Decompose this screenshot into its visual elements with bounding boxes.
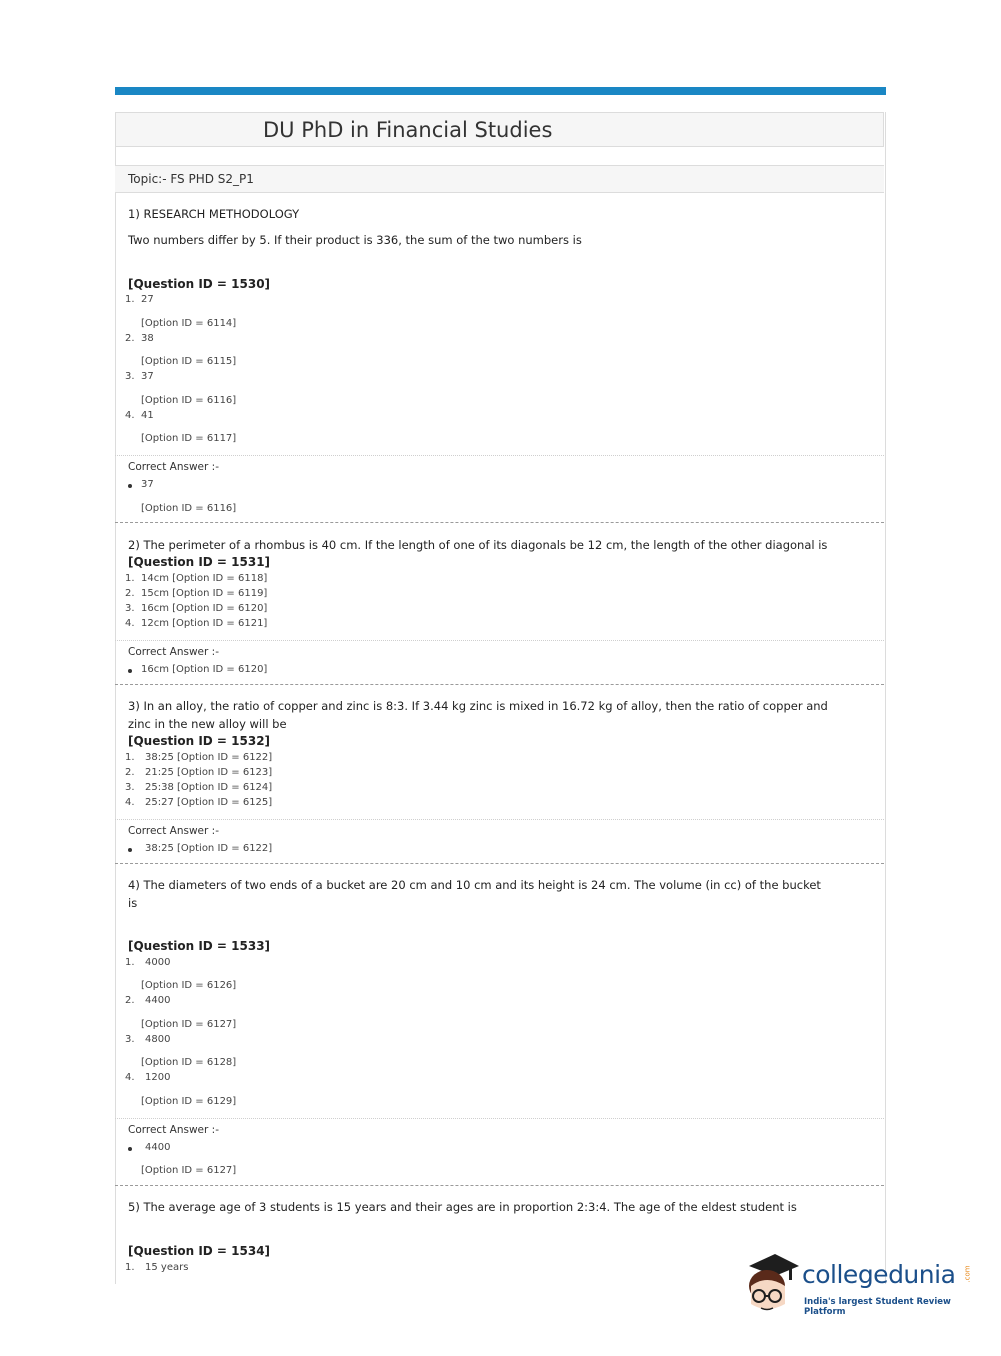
q4-option-3-value: 4800 <box>145 1034 171 1045</box>
collegedunia-logo <box>745 1252 970 1316</box>
q2-correct-answer-label: Correct Answer :- <box>128 646 219 658</box>
q4-question-text-line1: 4) The diameters of two ends of a bucket are 20 cm and 10 cm and its height is 24 cm. The volume (in cc) of the bucket <box>128 878 821 892</box>
q4-option-3-id: [Option ID = 6128] <box>141 1057 237 1068</box>
top-accent-bar <box>115 87 886 95</box>
q1-option-4-number: 4. <box>125 410 135 421</box>
q1-option-1-number: 1. <box>125 294 135 305</box>
q1-option-4-id: [Option ID = 6117] <box>141 433 237 444</box>
q1-question-text: Two numbers differ by 5. If their product is 336, the sum of the two numbers is <box>128 233 582 247</box>
q1-section-heading: 1) RESEARCH METHODOLOGY <box>128 207 300 221</box>
q3-correct-answer-label: Correct Answer :- <box>128 825 219 837</box>
q4-correct-answer-label: Correct Answer :- <box>128 1124 219 1136</box>
divider <box>115 819 884 820</box>
q1-option-1-value: 27 <box>141 294 154 305</box>
q2-question-id: [Question ID = 1531] <box>128 555 271 569</box>
q1-option-3-value: 37 <box>141 371 154 382</box>
q1-option-1-id: [Option ID = 6114] <box>141 318 237 329</box>
q2-option-2-number: 2. <box>125 588 135 599</box>
q1-option-2-number: 2. <box>125 333 135 344</box>
q1-correct-answer-value: 37 <box>141 479 154 490</box>
q1-correct-answer-label: Correct Answer :- <box>128 461 219 473</box>
q4-correct-answer-value: 4400 <box>145 1142 171 1153</box>
q4-option-2-number: 2. <box>125 995 135 1006</box>
q1-option-3-number: 3. <box>125 371 135 382</box>
q1-correct-answer-id: [Option ID = 6116] <box>141 503 237 514</box>
q2-option-1-value: 14cm [Option ID = 6118] <box>141 573 268 584</box>
q4-question-text-line2: is <box>128 896 138 910</box>
q4-option-2-value: 4400 <box>145 995 171 1006</box>
q3-option-4-number: 4. <box>125 797 135 808</box>
question-separator <box>115 522 884 523</box>
q3-option-3-number: 3. <box>125 782 135 793</box>
q2-correct-answer-value: 16cm [Option ID = 6120] <box>141 664 268 675</box>
q4-option-1-value: 4000 <box>145 957 171 968</box>
divider <box>115 1118 884 1119</box>
q4-option-2-id: [Option ID = 6127] <box>141 1019 237 1030</box>
bullet-icon <box>128 1147 132 1151</box>
bullet-icon <box>128 848 132 852</box>
topic-label: Topic:- FS PHD S2_P1 <box>128 172 254 186</box>
q5-option-1-value: 15 years <box>145 1262 189 1273</box>
q2-option-2-value: 15cm [Option ID = 6119] <box>141 588 268 599</box>
q4-option-4-value: 1200 <box>145 1072 171 1083</box>
q1-question-id: [Question ID = 1530] <box>128 277 271 291</box>
q1-option-3-id: [Option ID = 6116] <box>141 395 237 406</box>
q3-option-2-number: 2. <box>125 767 135 778</box>
q2-option-3-number: 3. <box>125 603 135 614</box>
q1-option-2-id: [Option ID = 6115] <box>141 356 237 367</box>
topic-header <box>115 165 884 193</box>
logo-tagline: India's largest Student Review Platform <box>804 1297 951 1317</box>
q2-option-4-value: 12cm [Option ID = 6121] <box>141 618 268 629</box>
q4-correct-answer-id: [Option ID = 6127] <box>141 1165 237 1176</box>
bullet-icon <box>128 669 132 673</box>
q3-question-id: [Question ID = 1532] <box>128 734 271 748</box>
divider <box>115 640 884 641</box>
bullet-icon <box>128 484 132 488</box>
q3-question-text-line2: zinc in the new alloy will be <box>128 717 287 731</box>
q3-option-4-value: 25:27 [Option ID = 6125] <box>145 797 273 808</box>
q3-option-2-value: 21:25 [Option ID = 6123] <box>145 767 273 778</box>
q4-option-4-id: [Option ID = 6129] <box>141 1096 237 1107</box>
question-separator <box>115 684 884 685</box>
q1-option-2-value: 38 <box>141 333 154 344</box>
q5-question-text: 5) The average age of 3 students is 15 years and their ages are in proportion 2:3:4. The age of the eldest student is <box>128 1200 797 1214</box>
logo-wordmark: collegedunia <box>802 1260 956 1289</box>
q4-option-1-number: 1. <box>125 957 135 968</box>
q2-option-1-number: 1. <box>125 573 135 584</box>
q3-option-1-number: 1. <box>125 752 135 763</box>
logo-domain: .com <box>963 1265 972 1283</box>
q5-option-1-number: 1. <box>125 1262 135 1273</box>
q3-correct-answer-value: 38:25 [Option ID = 6122] <box>145 843 273 854</box>
q3-option-3-value: 25:38 [Option ID = 6124] <box>145 782 273 793</box>
q3-question-text-line1: 3) In an alloy, the ratio of copper and zinc is 8:3. If 3.44 kg zinc is mixed in 16.72 kg of alloy, then the ratio of copper and <box>128 699 828 713</box>
q4-option-1-id: [Option ID = 6126] <box>141 980 237 991</box>
mascot-icon <box>745 1252 801 1316</box>
q3-option-1-value: 38:25 [Option ID = 6122] <box>145 752 273 763</box>
title-header <box>115 112 884 147</box>
q4-option-4-number: 4. <box>125 1072 135 1083</box>
q1-option-4-value: 41 <box>141 410 154 421</box>
q2-question-text: 2) The perimeter of a rhombus is 40 cm. If the length of one of its diagonals be 12 cm, the length of the other diagonal is <box>128 538 828 552</box>
divider <box>115 455 884 456</box>
q4-question-id: [Question ID = 1533] <box>128 939 271 953</box>
question-separator <box>115 863 884 864</box>
q2-option-3-value: 16cm [Option ID = 6120] <box>141 603 268 614</box>
q2-option-4-number: 4. <box>125 618 135 629</box>
q5-question-id: [Question ID = 1534] <box>128 1244 271 1258</box>
question-separator <box>115 1185 884 1186</box>
page-title: DU PhD in Financial Studies <box>263 118 553 142</box>
q4-option-3-number: 3. <box>125 1034 135 1045</box>
